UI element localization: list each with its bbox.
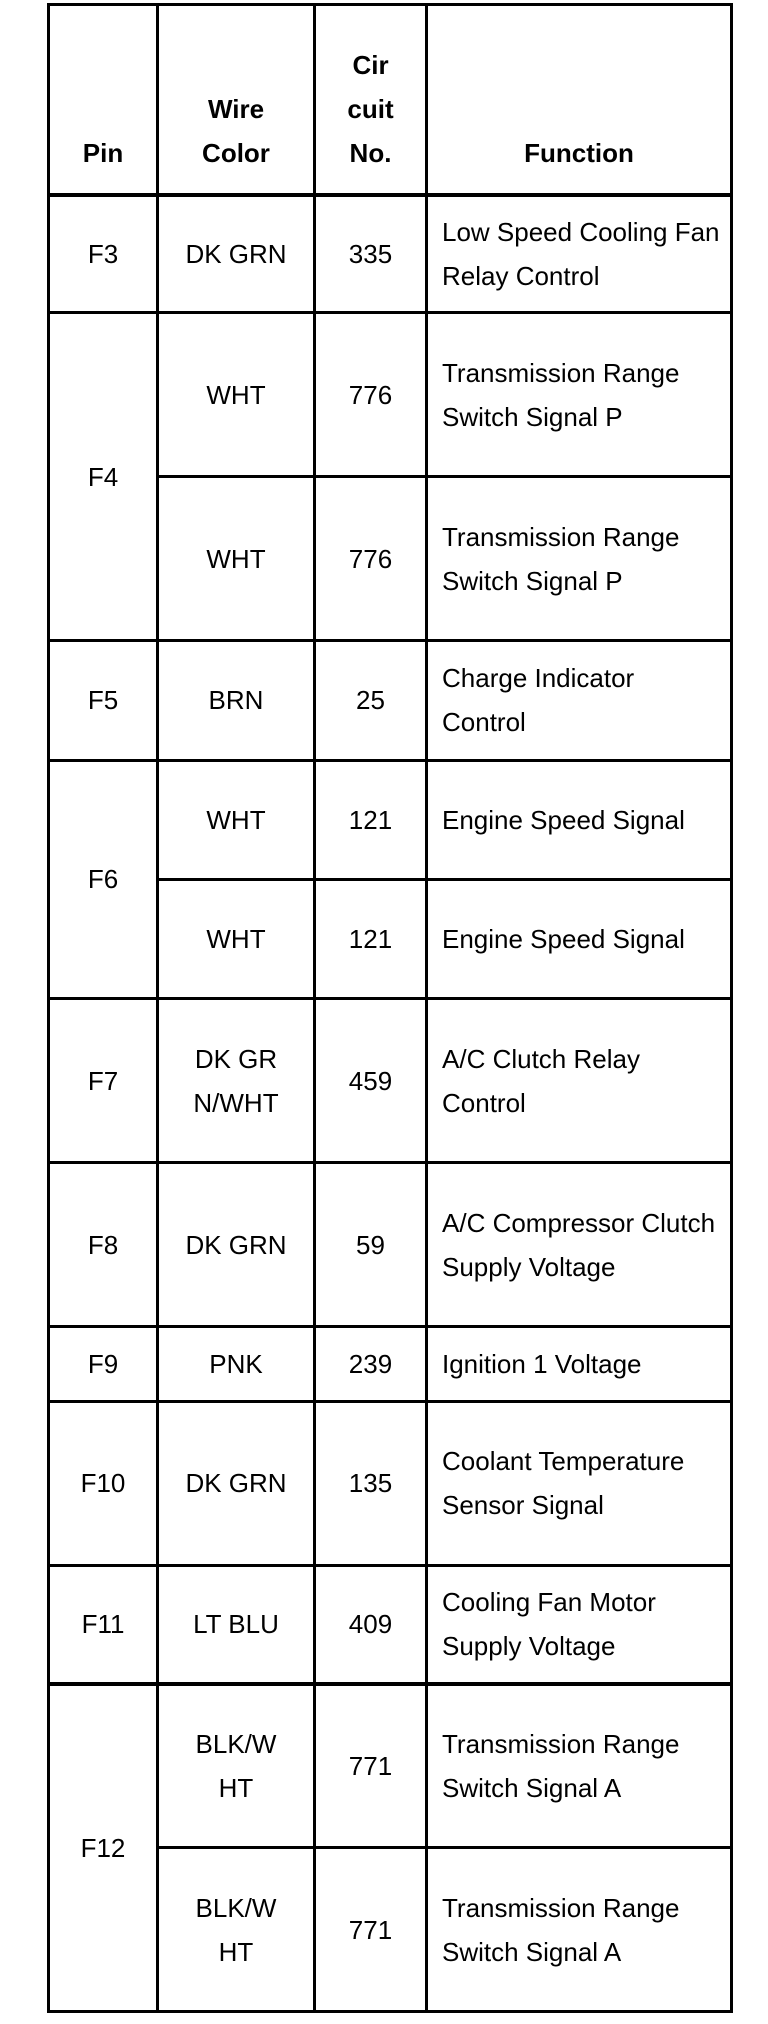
wire-color-cell: WHT — [158, 477, 315, 641]
circuit-cell: 135 — [315, 1401, 427, 1565]
circuit-cell: 239 — [315, 1327, 427, 1402]
pin-cell: F6 — [49, 760, 158, 999]
table-row — [49, 999, 732, 1163]
circuit-cell: 771 — [315, 1848, 427, 2012]
table-row — [49, 1684, 732, 1848]
function-cell: Charge Indicator Control — [427, 641, 732, 760]
table-row — [49, 1163, 732, 1327]
header-wire-color-text: Wire Color — [202, 93, 270, 168]
function-cell: A/C Compressor Clutch Supply Voltage — [427, 1163, 732, 1327]
wire-color-cell: WHT — [158, 760, 315, 879]
function-cell: A/C Clutch Relay Control — [427, 999, 732, 1163]
connector-pinout-table — [47, 3, 730, 2013]
wire-color-text: BLK/WHT — [195, 1728, 277, 1803]
function-cell: Low Speed Cooling Fan Relay Control — [427, 195, 732, 313]
function-cell: Coolant Temperature Sensor Signal — [427, 1401, 732, 1565]
function-cell: Engine Speed Signal — [427, 760, 732, 879]
function-cell: Ignition 1 Voltage — [427, 1327, 732, 1402]
wire-color-cell: DK GRN — [158, 1163, 315, 1327]
wire-color-cell: WHT — [158, 879, 315, 998]
table-row — [49, 1327, 732, 1402]
pin-cell: F5 — [49, 641, 158, 760]
wire-color-cell: WHT — [158, 313, 315, 477]
header-circuit-no — [315, 5, 427, 195]
function-cell: Transmission Range Switch Signal P — [427, 477, 732, 641]
header-function: Function — [427, 5, 732, 195]
circuit-cell: 335 — [315, 195, 427, 313]
function-cell: Cooling Fan Motor Supply Voltage — [427, 1565, 732, 1683]
pin-cell: F12 — [49, 1684, 158, 2012]
circuit-cell: 776 — [315, 477, 427, 641]
wire-color-text: BLK/WHT — [195, 1892, 277, 1967]
wire-color-cell — [158, 1848, 315, 2012]
wire-color-cell: DK GRN — [158, 1401, 315, 1565]
pin-cell: F11 — [49, 1565, 158, 1683]
header-circuit-no-text: Cir cuit No. — [347, 49, 394, 168]
pinout-table — [47, 3, 733, 2013]
table-row — [49, 1401, 732, 1565]
wire-color-text: DK GRN/WHT — [193, 1043, 279, 1118]
table-row — [49, 195, 732, 313]
circuit-cell: 776 — [315, 313, 427, 477]
function-cell: Transmission Range Switch Signal P — [427, 313, 732, 477]
circuit-cell: 25 — [315, 641, 427, 760]
pin-cell: F8 — [49, 1163, 158, 1327]
circuit-cell: 59 — [315, 1163, 427, 1327]
circuit-cell: 121 — [315, 879, 427, 998]
pin-cell: F9 — [49, 1327, 158, 1402]
function-cell: Engine Speed Signal — [427, 879, 732, 998]
wire-color-cell: BRN — [158, 641, 315, 760]
pin-cell: F10 — [49, 1401, 158, 1565]
circuit-cell: 771 — [315, 1684, 427, 1848]
pin-cell: F4 — [49, 313, 158, 641]
circuit-cell: 459 — [315, 999, 427, 1163]
pin-cell: F3 — [49, 195, 158, 313]
table-row — [49, 760, 732, 879]
wire-color-cell: PNK — [158, 1327, 315, 1402]
table-row — [49, 1565, 732, 1683]
wire-color-cell: DK GRN — [158, 195, 315, 313]
wire-color-cell: LT BLU — [158, 1565, 315, 1683]
circuit-cell: 409 — [315, 1565, 427, 1683]
pin-cell: F7 — [49, 999, 158, 1163]
wire-color-cell — [158, 1684, 315, 1848]
function-cell: Transmission Range Switch Signal A — [427, 1684, 732, 1848]
circuit-cell: 121 — [315, 760, 427, 879]
header-pin: Pin — [49, 5, 158, 195]
table-row — [49, 313, 732, 477]
wire-color-cell — [158, 999, 315, 1163]
header-wire-color — [158, 5, 315, 195]
table-row — [49, 641, 732, 760]
function-cell: Transmission Range Switch Signal A — [427, 1848, 732, 2012]
